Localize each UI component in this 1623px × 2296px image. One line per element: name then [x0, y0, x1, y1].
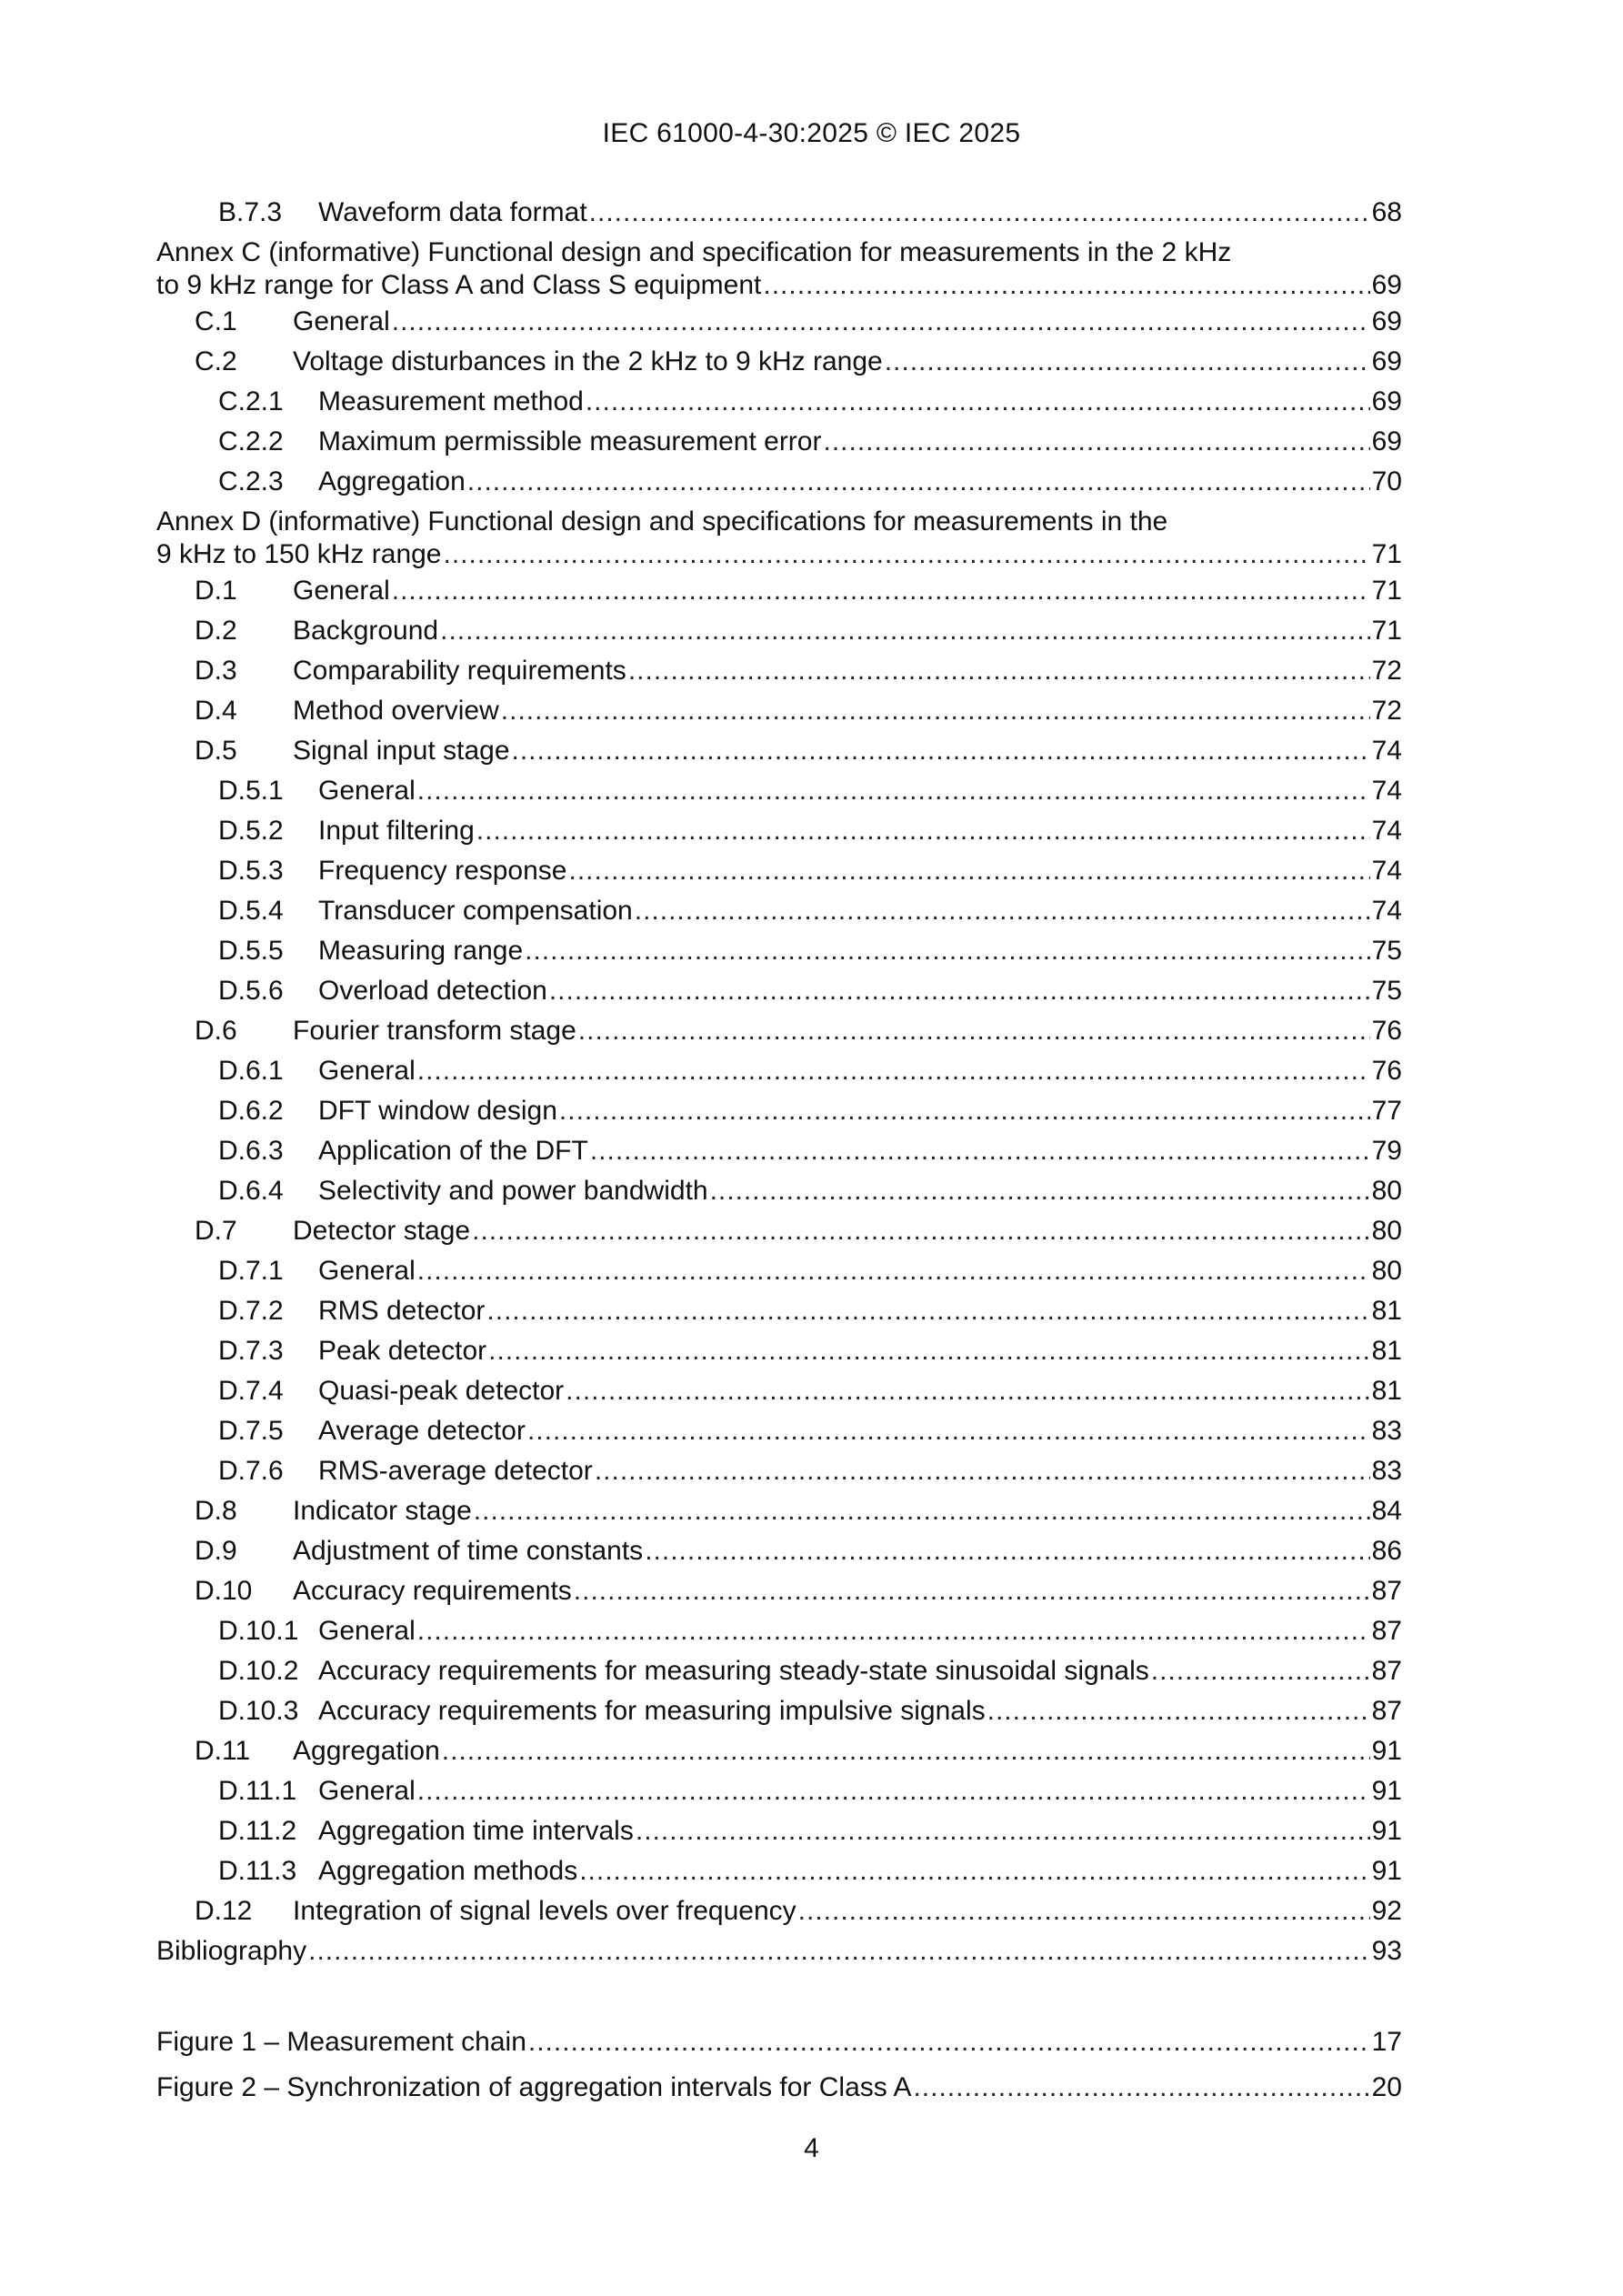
toc-entry[interactable]: [156, 1811, 1402, 1851]
dot-leader: [467, 462, 1370, 502]
toc-entry[interactable]: [156, 1771, 1402, 1811]
toc-entry-page: 69: [1371, 306, 1402, 336]
toc-entry[interactable]: [156, 1731, 1402, 1771]
dot-leader: [710, 1171, 1370, 1211]
toc-entry-page: 75: [1371, 936, 1402, 966]
dot-leader: [569, 851, 1370, 891]
toc-entry-page: 74: [1371, 736, 1402, 766]
toc-entry-title: Peak detector: [318, 1336, 487, 1366]
toc-entry-number: B.7.3: [218, 197, 283, 227]
toc-entry-number: D.7.6: [218, 1456, 284, 1486]
toc-entry[interactable]: [156, 1691, 1402, 1731]
dot-leader: [885, 342, 1370, 382]
toc-entry-title: Accuracy requirements for measuring steady-state sinusoidal signals: [318, 1656, 1149, 1686]
toc-entry-page: 72: [1371, 656, 1402, 686]
toc-entry[interactable]: [156, 1571, 1402, 1611]
toc-entry-title: Comparability requirements: [293, 656, 626, 686]
toc-entry-page: 69: [1371, 270, 1402, 300]
toc-entry-page: 92: [1371, 1896, 1402, 1926]
toc-entry-number: D.5.2: [218, 816, 284, 846]
dot-leader: [392, 571, 1370, 611]
toc-entry-title: Aggregation: [293, 1736, 440, 1766]
figure-entry-title: Figure 1 – Measurement chain: [156, 2027, 526, 2057]
toc-entry[interactable]: [156, 538, 1402, 571]
toc-entry-number: D.11.1: [218, 1776, 297, 1806]
toc-entry-title: Method overview: [293, 696, 499, 726]
toc-entry-number: D.10.3: [218, 1696, 299, 1726]
toc-entry-number: D.5.1: [218, 776, 284, 806]
toc-entry-title: 9 kHz to 150 kHz range: [156, 539, 442, 569]
toc-entry-title: Fourier transform stage: [293, 1016, 576, 1046]
toc-entry[interactable]: [156, 1891, 1402, 1931]
dot-leader: [595, 1451, 1370, 1491]
running-header: IEC 61000-4-30:2025 © IEC 2025: [602, 118, 1021, 148]
dot-leader: [512, 731, 1370, 771]
toc-entry-page: 69: [1371, 426, 1402, 456]
toc-entry[interactable]: [156, 1131, 1402, 1171]
dot-leader: [525, 931, 1369, 971]
toc-entry-page: 80: [1371, 1216, 1402, 1246]
toc-entry-number: D.5: [195, 736, 237, 766]
toc-entry-title: Transducer compensation: [318, 896, 633, 926]
dot-leader: [913, 2068, 1369, 2108]
toc-entry-number: D.9: [195, 1536, 237, 1566]
toc-entry-number: D.8: [195, 1496, 237, 1526]
toc-entry[interactable]: [156, 1371, 1402, 1411]
toc-entry-title: Background: [293, 616, 439, 646]
toc-entry-title: Quasi-peak detector: [318, 1376, 565, 1406]
toc-entry-title: Waveform data format: [318, 197, 587, 227]
toc-entry-title: Integration of signal levels over frequency: [293, 1896, 796, 1926]
toc-entry-number: D.6.3: [218, 1136, 284, 1166]
toc-entry-title: General: [318, 1616, 416, 1646]
toc-entry-number: C.2.1: [218, 386, 284, 416]
toc-entry-title: Measuring range: [318, 936, 524, 966]
toc-entry-number: C.1: [195, 306, 237, 336]
toc-entry-page: 76: [1371, 1016, 1402, 1046]
toc-entry-page: 71: [1371, 576, 1402, 606]
toc-annex-heading[interactable]: Annex D (informative) Functional design and specifications for measurements in the: [156, 506, 1168, 536]
toc-entry-title: RMS-average detector: [318, 1456, 593, 1486]
toc-entry-page: 69: [1371, 386, 1402, 416]
toc-entry-page: 70: [1371, 466, 1402, 496]
toc-entry-number: D.10.2: [218, 1656, 299, 1686]
dot-leader: [590, 1131, 1370, 1171]
toc-entry-page: 93: [1371, 1936, 1402, 1966]
toc-entry[interactable]: [156, 891, 1402, 931]
toc-entry-number: D.11.3: [218, 1856, 297, 1886]
toc-entry-title: Overload detection: [318, 976, 547, 1006]
toc-entry-page: 87: [1371, 1696, 1402, 1726]
toc-entry-number: D.5.6: [218, 976, 284, 1006]
toc-entry[interactable]: [156, 382, 1402, 422]
dot-leader: [476, 811, 1370, 851]
figure-entry-page: 17: [1371, 2027, 1402, 2057]
toc-entry-number: D.6.1: [218, 1056, 284, 1086]
toc-entry-page: 71: [1371, 539, 1402, 569]
toc-entry[interactable]: [156, 1291, 1402, 1331]
dot-leader: [578, 1011, 1370, 1051]
toc-entry-number: D.6: [195, 1016, 237, 1046]
figure-list-entry[interactable]: [156, 2068, 1402, 2108]
toc-entry[interactable]: [156, 771, 1402, 811]
toc-entry-number: D.5.5: [218, 936, 284, 966]
toc-entry-title: Application of the DFT: [318, 1136, 588, 1166]
toc-entry-page: 91: [1371, 1736, 1402, 1766]
toc-entry[interactable]: [156, 1851, 1402, 1891]
dot-leader: [823, 422, 1369, 462]
toc-entry-page: 71: [1371, 616, 1402, 646]
toc-entry-title: General: [293, 576, 390, 606]
toc-entry[interactable]: [156, 731, 1402, 771]
toc-entry-title: Average detector: [318, 1416, 526, 1446]
toc-entry-page: 86: [1371, 1536, 1402, 1566]
toc-entry[interactable]: [156, 1411, 1402, 1451]
toc-entry-page: 83: [1371, 1456, 1402, 1486]
dot-leader: [528, 2022, 1370, 2062]
toc-entry-number: D.5.3: [218, 856, 284, 886]
toc-entry-page: 74: [1371, 856, 1402, 886]
toc-entry-title: Aggregation time intervals: [318, 1816, 634, 1846]
dot-leader: [559, 1091, 1370, 1131]
toc-entry-title: Input filtering: [318, 816, 475, 846]
toc-entry-title: Frequency response: [318, 856, 567, 886]
toc-entry[interactable]: [156, 1011, 1402, 1051]
toc-entry-number: D.7.1: [218, 1256, 284, 1286]
toc-entry-number: D.4: [195, 696, 237, 726]
toc-entry-number: C.2.2: [218, 426, 284, 456]
dot-leader: [798, 1891, 1370, 1931]
toc-entry-page: 87: [1371, 1576, 1402, 1606]
toc-entry-page: 75: [1371, 976, 1402, 1006]
toc-entry-title: Accuracy requirements for measuring impulsive signals: [318, 1696, 986, 1726]
toc-entry-page: 76: [1371, 1056, 1402, 1086]
toc-entry-page: 79: [1371, 1136, 1402, 1166]
toc-entry[interactable]: [156, 691, 1402, 731]
toc-entry[interactable]: [156, 1051, 1402, 1091]
toc-entry-number: C.2.3: [218, 466, 284, 496]
toc-entry-page: 69: [1371, 346, 1402, 376]
toc-entry[interactable]: [156, 1931, 1402, 1971]
toc-entry-page: 81: [1371, 1336, 1402, 1366]
dot-leader: [1151, 1651, 1370, 1691]
table-of-contents: [156, 193, 1402, 2108]
toc-entry[interactable]: [156, 1651, 1402, 1691]
toc-entry-title: Detector stage: [293, 1216, 471, 1246]
toc-entry-page: 80: [1371, 1256, 1402, 1286]
toc-entry[interactable]: [156, 851, 1402, 891]
toc-entry-page: 91: [1371, 1816, 1402, 1846]
figure-list-entry[interactable]: [156, 2022, 1402, 2062]
toc-entry-number: C.2: [195, 346, 237, 376]
dot-leader: [417, 1771, 1370, 1811]
toc-entry-page: 87: [1371, 1656, 1402, 1686]
toc-entry[interactable]: [156, 1491, 1402, 1531]
dot-leader: [635, 891, 1370, 931]
toc-entry-number: D.7.4: [218, 1376, 284, 1406]
toc-entry-number: D.1: [195, 576, 237, 606]
toc-entry[interactable]: [156, 1171, 1402, 1211]
toc-entry-number: D.10.1: [218, 1616, 299, 1646]
toc-entry-title: Aggregation methods: [318, 1856, 578, 1886]
toc-entry[interactable]: [156, 422, 1402, 462]
toc-entry-page: 87: [1371, 1616, 1402, 1646]
toc-entry[interactable]: [156, 1531, 1402, 1571]
toc-entry[interactable]: [156, 1211, 1402, 1251]
toc-entry-title: RMS detector: [318, 1296, 486, 1326]
dot-leader: [636, 1811, 1370, 1851]
dot-leader: [589, 193, 1370, 233]
toc-entry-title: Selectivity and power bandwidth: [318, 1176, 708, 1206]
dot-leader: [488, 1331, 1370, 1371]
toc-entry[interactable]: [156, 342, 1402, 382]
toc-entry-page: 77: [1371, 1096, 1402, 1126]
toc-entry[interactable]: [156, 571, 1402, 611]
toc-entry-page: 74: [1371, 776, 1402, 806]
figure-entry-page: 20: [1371, 2072, 1402, 2102]
dot-leader: [566, 1371, 1369, 1411]
toc-entry-number: D.6.4: [218, 1176, 284, 1206]
toc-entry-title: Measurement method: [318, 386, 584, 416]
dot-leader: [472, 1211, 1370, 1251]
toc-entry-title: Maximum permissible measurement error: [318, 426, 822, 456]
dot-leader: [987, 1691, 1370, 1731]
toc-entry[interactable]: [156, 651, 1402, 691]
toc-entry-page: 68: [1371, 197, 1402, 227]
toc-entry-page: 74: [1371, 816, 1402, 846]
toc-entry[interactable]: [156, 1331, 1402, 1371]
toc-entry-number: D.7.3: [218, 1336, 284, 1366]
dot-leader: [574, 1571, 1370, 1611]
toc-entry-number: D.10: [195, 1576, 253, 1606]
dot-leader: [501, 691, 1370, 731]
toc-entry[interactable]: [156, 931, 1402, 971]
toc-entry-number: D.6.2: [218, 1096, 284, 1126]
toc-entry-title: Adjustment of time constants: [293, 1536, 644, 1566]
toc-entry-page: 91: [1371, 1776, 1402, 1806]
toc-entry[interactable]: [156, 193, 1402, 233]
toc-entry[interactable]: [156, 611, 1402, 651]
toc-entry-title: General: [293, 306, 390, 336]
toc-entry-number: D.7.5: [218, 1416, 284, 1446]
toc-entry-page: 81: [1371, 1296, 1402, 1326]
dot-leader: [417, 771, 1370, 811]
toc-entry-page: 91: [1371, 1856, 1402, 1886]
toc-entry[interactable]: [156, 269, 1402, 302]
toc-annex-heading[interactable]: Annex C (informative) Functional design and specification for measurements in the 2 kHz: [156, 237, 1232, 267]
toc-entry-title: Aggregation: [318, 466, 466, 496]
toc-entry-title: DFT window design: [318, 1096, 557, 1126]
dot-leader: [442, 1731, 1370, 1771]
dot-leader: [645, 1531, 1369, 1571]
toc-entry-title: Accuracy requirements: [293, 1576, 572, 1606]
toc-entry-page: 81: [1371, 1376, 1402, 1406]
toc-entry-number: D.2: [195, 616, 237, 646]
toc-entry[interactable]: [156, 1091, 1402, 1131]
toc-entry[interactable]: [156, 1451, 1402, 1491]
toc-entry-title: Voltage disturbances in the 2 kHz to 9 kHz range: [293, 346, 883, 376]
toc-entry-number: D.5.4: [218, 896, 284, 926]
toc-entry[interactable]: [156, 811, 1402, 851]
toc-entry-title: to 9 kHz range for Class A and Class S equipment: [156, 270, 762, 300]
dot-leader: [440, 611, 1370, 651]
dot-leader: [417, 1251, 1370, 1291]
figure-entry-title: Figure 2 – Synchronization of aggregation intervals for Class A: [156, 2072, 912, 2102]
dot-leader: [474, 1491, 1370, 1531]
toc-entry[interactable]: [156, 971, 1402, 1011]
toc-entry-page: 84: [1371, 1496, 1402, 1526]
dot-leader: [549, 971, 1370, 1011]
toc-entry[interactable]: [156, 1611, 1402, 1651]
toc-entry-number: D.3: [195, 656, 237, 686]
dot-leader: [444, 538, 1370, 571]
dot-leader: [486, 1291, 1369, 1331]
toc-entry-number: D.7.2: [218, 1296, 284, 1326]
dot-leader: [417, 1611, 1370, 1651]
toc-entry-title: Bibliography: [156, 1936, 307, 1966]
toc-entry[interactable]: [156, 462, 1402, 502]
toc-entry-title: Indicator stage: [293, 1496, 472, 1526]
toc-entry[interactable]: [156, 302, 1402, 342]
dot-leader: [527, 1411, 1370, 1451]
dot-leader: [392, 302, 1370, 342]
toc-entry-page: 72: [1371, 696, 1402, 726]
dot-leader: [586, 382, 1370, 422]
dot-leader: [417, 1051, 1370, 1091]
toc-entry-title: Signal input stage: [293, 736, 510, 766]
toc-entry-page: 80: [1371, 1176, 1402, 1206]
toc-entry-title: General: [318, 1776, 416, 1806]
page-number: 4: [804, 2133, 819, 2163]
dot-leader: [579, 1851, 1369, 1891]
toc-entry-number: D.11: [195, 1736, 251, 1766]
toc-entry-number: D.12: [195, 1896, 253, 1926]
dot-leader: [763, 269, 1369, 302]
toc-entry-title: General: [318, 1256, 416, 1286]
toc-entry-title: General: [318, 1056, 416, 1086]
toc-entry[interactable]: [156, 1251, 1402, 1291]
toc-entry-page: 83: [1371, 1416, 1402, 1446]
toc-entry-title: General: [318, 776, 416, 806]
toc-entry-number: D.7: [195, 1216, 237, 1246]
toc-entry-number: D.11.2: [218, 1816, 297, 1846]
toc-entry-page: 74: [1371, 896, 1402, 926]
dot-leader: [308, 1931, 1370, 1971]
dot-leader: [628, 651, 1370, 691]
